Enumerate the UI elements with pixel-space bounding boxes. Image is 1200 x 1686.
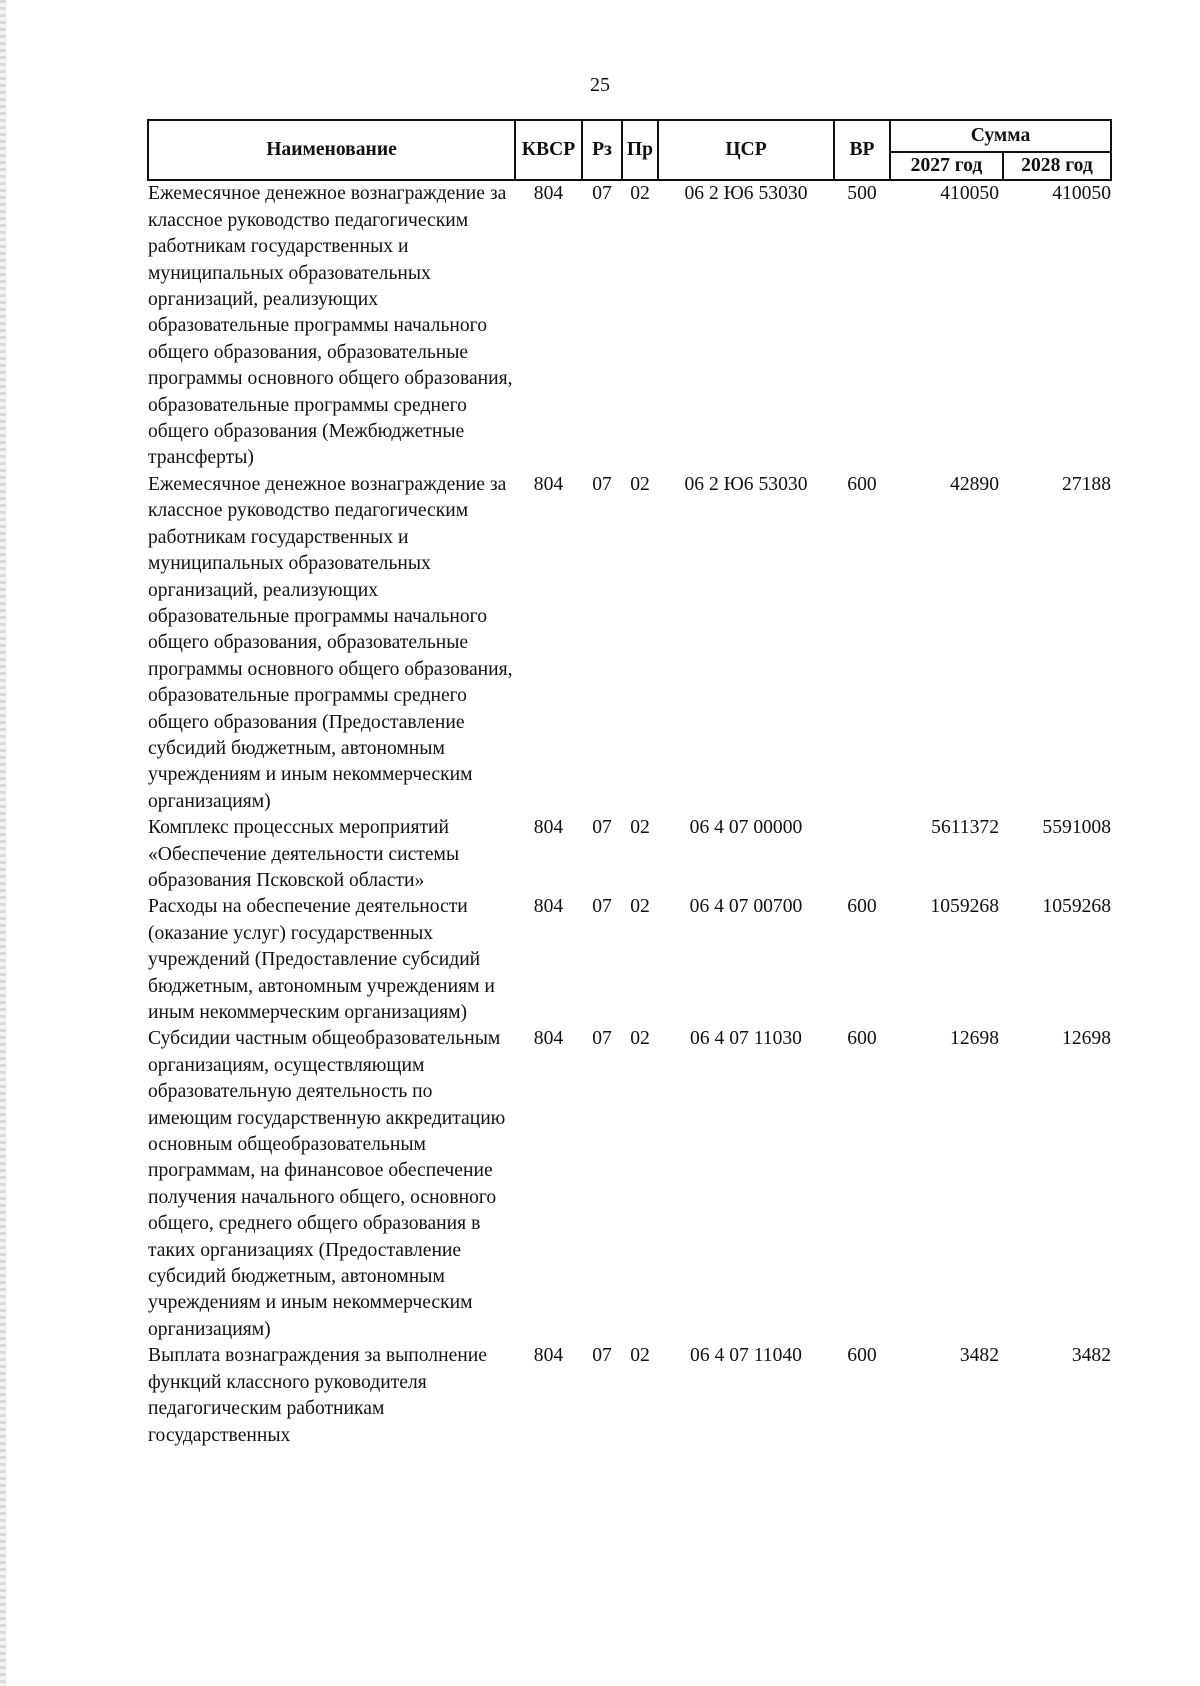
row-sum-2027: 1059268 [930, 896, 999, 918]
row-sum-2028: 3482 [1071, 1345, 1111, 1367]
row-pr: 02 [630, 183, 650, 205]
row-rz: 07 [592, 1345, 612, 1367]
scan-edge [0, 0, 6, 1686]
row-sum-2027: 5611372 [931, 817, 999, 839]
row-csr: 06 4 07 11030 [690, 1028, 802, 1050]
row-sum-2027: 410050 [940, 183, 999, 205]
row-csr: 06 4 07 00700 [689, 896, 803, 918]
header-rz: Рз [582, 120, 622, 180]
row-pr: 02 [630, 1345, 650, 1367]
row-vr: 500 [847, 183, 877, 205]
row-rz: 07 [592, 473, 612, 495]
row-kvsr: 804 [533, 817, 564, 839]
row-name: Расходы на обеспечение деятельности (оказание услуг) государственных учреждений (Предоставление субсидий бюджетным, автономным учреждениям и иным некоммерческим организациям) [148, 896, 495, 1023]
header-pr: Пр [622, 120, 658, 180]
row-pr: 02 [630, 473, 650, 495]
row-sum-2028: 1059268 [1042, 896, 1111, 918]
table-row [148, 472, 1111, 815]
row-csr: 06 4 07 00000 [689, 817, 803, 839]
header-vr: ВР [834, 120, 890, 180]
budget-table [147, 119, 1112, 1449]
row-kvsr: 804 [533, 1345, 564, 1367]
page-number: 25 [590, 74, 610, 96]
header-year-2027: 2027 год [890, 152, 1003, 180]
table-header [148, 120, 1111, 180]
header-csr: ЦСР [658, 120, 834, 180]
row-pr: 02 [630, 817, 650, 839]
row-csr: 06 4 07 11040 [690, 1345, 802, 1367]
header-kvsr: КВСР [515, 120, 582, 180]
row-kvsr: 804 [533, 183, 564, 205]
row-sum-2028: 27188 [1062, 473, 1111, 495]
header-sum: Сумма [890, 120, 1111, 152]
row-rz: 07 [592, 817, 612, 839]
row-csr: 06 2 Ю6 53030 [684, 183, 808, 205]
row-vr [834, 815, 890, 894]
row-rz: 07 [592, 183, 612, 205]
row-name: Комплекс процессных мероприятий «Обеспечение деятельности системы образования Псковской области» [148, 817, 460, 891]
row-rz: 07 [592, 1028, 612, 1050]
row-sum-2028: 410050 [1052, 183, 1111, 205]
row-name: Ежемесячное денежное вознаграждение за классное руководство педагогическим работникам государственных и муниципальных образовательных организаций, реализующих образовательные программы начального общего образования, образовательные программы основного общего образования, образовательные программы среднего общего образования (Межбюджетные трансферты) [148, 183, 513, 469]
row-kvsr: 804 [533, 896, 564, 918]
header-year-2028: 2028 год [1003, 152, 1111, 180]
row-csr: 06 2 Ю6 53030 [684, 473, 808, 495]
row-pr: 02 [630, 896, 650, 918]
table-row [148, 180, 1111, 471]
row-name: Субсидии частным общеобразовательным организациям, осуществляющим образовательную деятельность по имеющим государственную аккредитацию основным общеобразовательным программам, на финансовое обеспечение получения начального общего, основного общего, среднего общего образования в таких организациях (Предоставление субсидий бюджетным, автономным учреждениям и иным некоммерческим организациям) [148, 1028, 506, 1340]
row-vr: 600 [847, 1345, 877, 1367]
row-pr: 02 [630, 1028, 650, 1050]
row-name: Ежемесячное денежное вознаграждение за классное руководство педагогическим работникам государственных и муниципальных образовательных организаций, реализующих образовательные программы начального общего образования, образовательные программы основного общего образования, образовательные программы среднего общего образования (Предоставление субсидий бюджетным, автономным учреждениям и иным некоммерческим организациям) [148, 473, 513, 812]
row-vr: 600 [847, 896, 877, 918]
row-vr: 600 [847, 1028, 877, 1050]
row-rz: 07 [592, 896, 612, 918]
row-name: Выплата вознаграждения за выполнение функций классного руководителя педагогическим работникам государственных [148, 1345, 487, 1446]
header-name: Наименование [148, 120, 515, 180]
row-kvsr: 804 [533, 473, 564, 495]
table-row [148, 1343, 1111, 1449]
row-kvsr: 804 [533, 1028, 564, 1050]
row-sum-2028: 12698 [1062, 1028, 1111, 1050]
row-vr: 600 [847, 473, 877, 495]
row-sum-2028: 5591008 [1042, 817, 1111, 839]
row-sum-2027: 3482 [959, 1345, 999, 1367]
table-row [148, 1026, 1111, 1343]
row-sum-2027: 12698 [950, 1028, 999, 1050]
table-body [148, 180, 1111, 1449]
row-sum-2027: 42890 [950, 473, 999, 495]
table-row [148, 815, 1111, 894]
table-row [148, 894, 1111, 1026]
